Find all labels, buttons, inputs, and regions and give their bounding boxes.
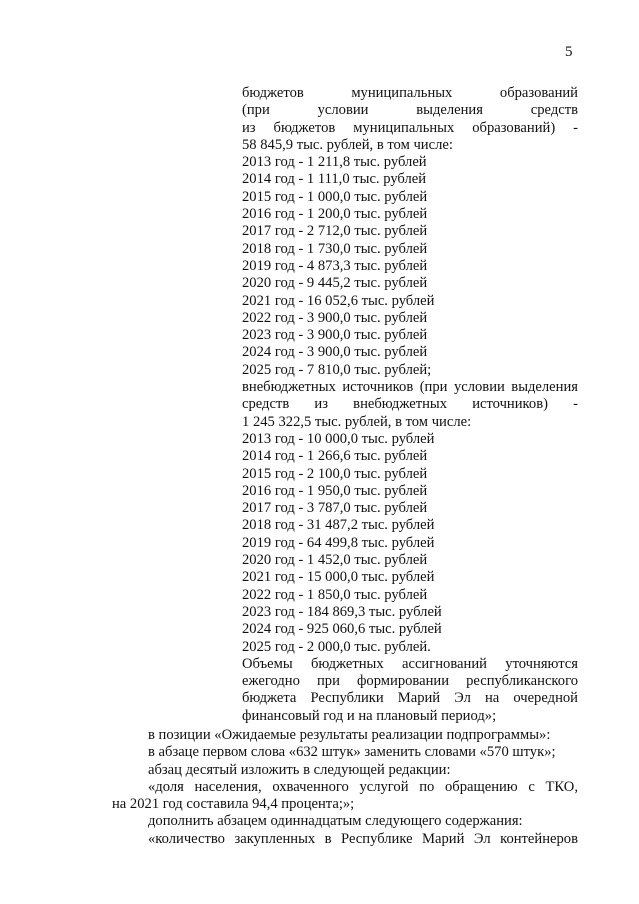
year-line: 2020 год - 9 445,2 тыс. рублей bbox=[242, 275, 428, 292]
year-line: 2017 год - 2 712,0 тыс. рублей bbox=[242, 223, 428, 240]
year-line: 2022 год - 3 900,0 тыс. рублей bbox=[242, 309, 428, 326]
text-line: из бюджетов муниципальных образований) - bbox=[242, 119, 578, 136]
funding-block bbox=[242, 85, 578, 725]
year-line: 2024 год - 925 060,6 тыс. рублей bbox=[242, 621, 442, 638]
note-line: Объемы бюджетных ассигнований уточняются bbox=[242, 655, 578, 672]
paragraph: в абзаце первом слова «632 штук» заменить словами «570 штук»; bbox=[148, 744, 556, 761]
year-line: 2018 год - 1 730,0 тыс. рублей bbox=[242, 240, 428, 257]
paragraph: абзац десятый изложить в следующей редакции: bbox=[148, 761, 451, 778]
year-line: 2023 год - 184 869,3 тыс. рублей bbox=[242, 603, 442, 620]
year-line: 2013 год - 10 000,0 тыс. рублей bbox=[242, 430, 435, 447]
year-line: 2020 год - 1 452,0 тыс. рублей bbox=[242, 552, 428, 569]
paragraph: в позиции «Ожидаемые результаты реализации подпрограммы»: bbox=[148, 727, 551, 743]
year-line: 2017 год - 3 787,0 тыс. рублей bbox=[242, 500, 428, 517]
body-text bbox=[112, 727, 578, 848]
year-line: 2021 год - 15 000,0 тыс. рублей bbox=[242, 569, 435, 586]
paragraph: дополнить абзацем одиннадцатым следующего содержания: bbox=[148, 813, 523, 830]
year-line: 2016 год - 1 950,0 тыс. рублей bbox=[242, 482, 428, 499]
year-line: 2021 год - 16 052,6 тыс. рублей bbox=[242, 292, 435, 309]
year-line: 2014 год - 1 266,6 тыс. рублей bbox=[242, 448, 428, 465]
paragraph: «доля населения, охваченного услугой по обращению с ТКО, bbox=[148, 778, 578, 795]
year-line: 2019 год - 4 873,3 тыс. рублей bbox=[242, 257, 428, 274]
note-line: ежегодно при формировании республиканского bbox=[242, 673, 578, 690]
text-line: внебюджетных источников (при условии выделения bbox=[242, 379, 578, 396]
year-line: 2022 год - 1 850,0 тыс. рублей bbox=[242, 586, 428, 603]
note-line: финансовый год и на плановый период»; bbox=[242, 707, 497, 724]
page-number: 5 bbox=[565, 44, 573, 60]
year-line: 2025 год - 7 810,0 тыс. рублей; bbox=[242, 361, 432, 378]
year-line: 2023 год - 3 900,0 тыс. рублей bbox=[242, 327, 428, 344]
year-line: 2013 год - 1 211,8 тыс. рублей bbox=[242, 154, 427, 171]
year-line: 2015 год - 2 100,0 тыс. рублей bbox=[242, 465, 428, 482]
year-line: 2015 год - 1 000,0 тыс. рублей bbox=[242, 188, 428, 205]
year-line: 2016 год - 1 200,0 тыс. рублей bbox=[242, 206, 428, 223]
paragraph: на 2021 год составила 94,4 процента;»; bbox=[112, 796, 355, 813]
year-line: 2024 год - 3 900,0 тыс. рублей bbox=[242, 344, 428, 361]
extrabudget-total: 1 245 322,5 тыс. рублей, в том числе: bbox=[242, 413, 472, 430]
year-line: 2025 год - 2 000,0 тыс. рублей. bbox=[242, 638, 431, 655]
municipal-total: 58 845,9 тыс. рублей, в том числе: bbox=[242, 136, 453, 153]
note-line: бюджета Республики Марий Эл на очередной bbox=[242, 690, 578, 707]
year-line: 2014 год - 1 111,0 тыс. рублей bbox=[242, 171, 427, 188]
year-line: 2019 год - 64 499,8 тыс. рублей bbox=[242, 534, 435, 551]
text-line: средств из внебюджетных источников) - bbox=[242, 396, 578, 413]
text-line: бюджетов муниципальных образований bbox=[242, 85, 578, 101]
text-line: (при условии выделения средств bbox=[242, 102, 578, 119]
year-line: 2018 год - 31 487,2 тыс. рублей bbox=[242, 517, 435, 534]
paragraph: «количество закупленных в Республике Марий Эл контейнеров bbox=[148, 830, 578, 847]
